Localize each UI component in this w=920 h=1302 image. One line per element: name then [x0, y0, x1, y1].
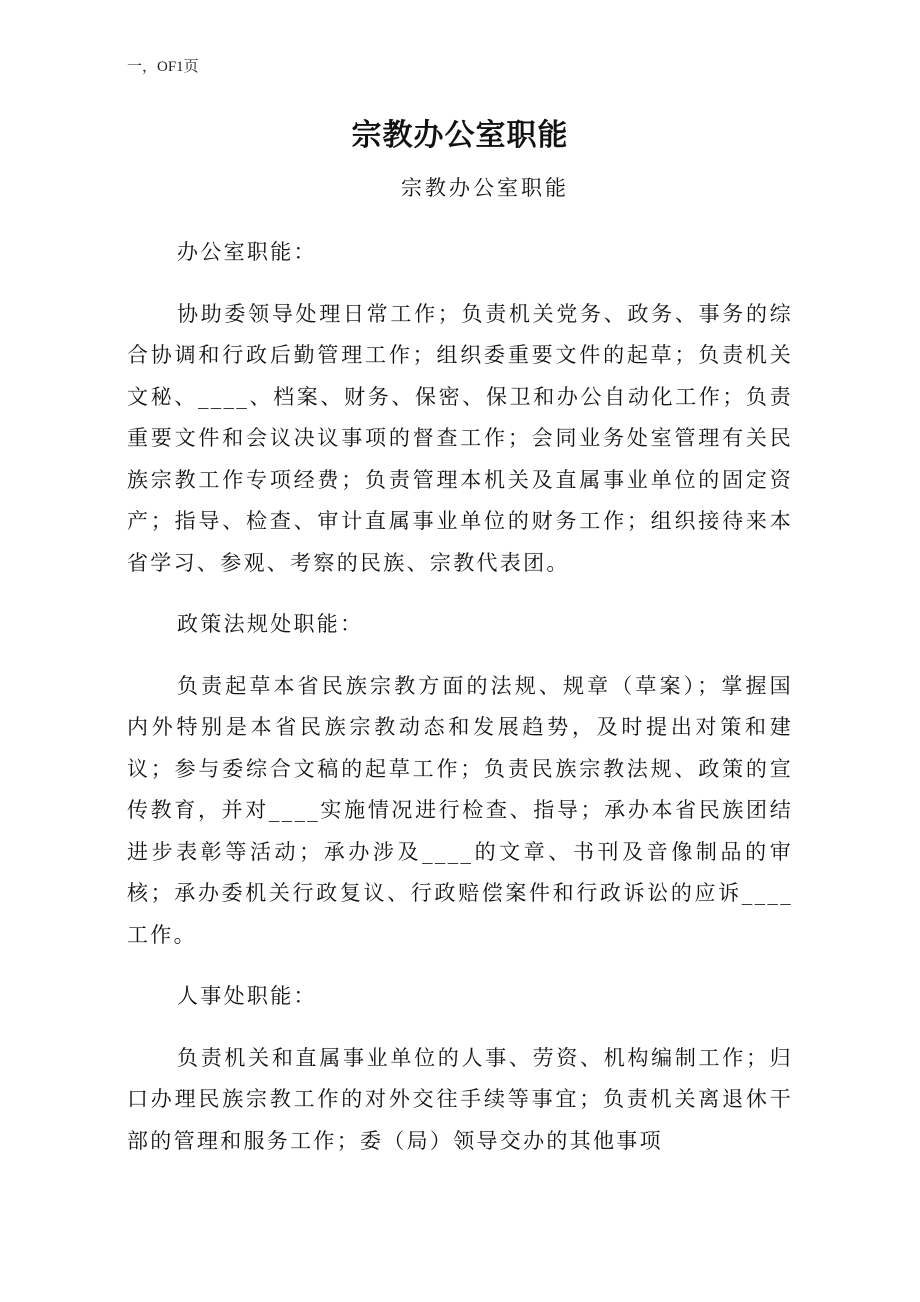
page-number-label: 一，OF1页 — [127, 59, 199, 75]
section-paragraph: 负责起草本省民族宗教方面的法规、规章（草案）；掌握国内外特别是本省民族宗教动态和发展趋势，及时提出对策和建议；参与委综合文稿的起草工作；负责民族宗教法规、政策的宣传教育，并对____实施情况进行检查、指导；承办本省民族团结进步表彰等活动；承办涉及____的文章、书刊及音像制品的审核；承办委机关行政复议、行政赔偿案件和行政诉讼的应诉____工作。 — [127, 673, 793, 947]
section-policy-regulations — [127, 604, 793, 956]
section-paragraph: 协助委领导处理日常工作；负责机关党务、政务、事务的综合协调和行政后勤管理工作；组织委重要文件的起草；负责机关文秘、____、档案、财务、保密、保卫和办公自动化工作；负责重要文件和会议决议事项的督查工作；会同业务处室管理有关民族宗教工作专项经费；负责管理本机关及直属事业单位的固定资产；指导、检查、审计直属事业单位的财务工作；组织接待来本省学习、参观、考察的民族、宗教代表团。 — [127, 301, 793, 575]
document-subtitle: 宗教办公室职能 — [401, 176, 569, 200]
section-office — [127, 232, 793, 584]
section-heading: 政策法规处职能： — [177, 612, 364, 636]
section-personnel — [127, 976, 793, 1162]
section-heading: 人事处职能： — [177, 984, 317, 1008]
section-heading: 办公室职能： — [177, 240, 317, 264]
section-paragraph: 负责机关和直属事业单位的人事、劳资、机构编制工作；归口办理民族宗教工作的对外交往手续等事宜；负责机关离退休干部的管理和服务工作；委（局）领导交办的其他事项 — [127, 1045, 793, 1153]
document-body — [127, 232, 793, 1182]
document-title: 宗教办公室职能 — [351, 118, 569, 153]
